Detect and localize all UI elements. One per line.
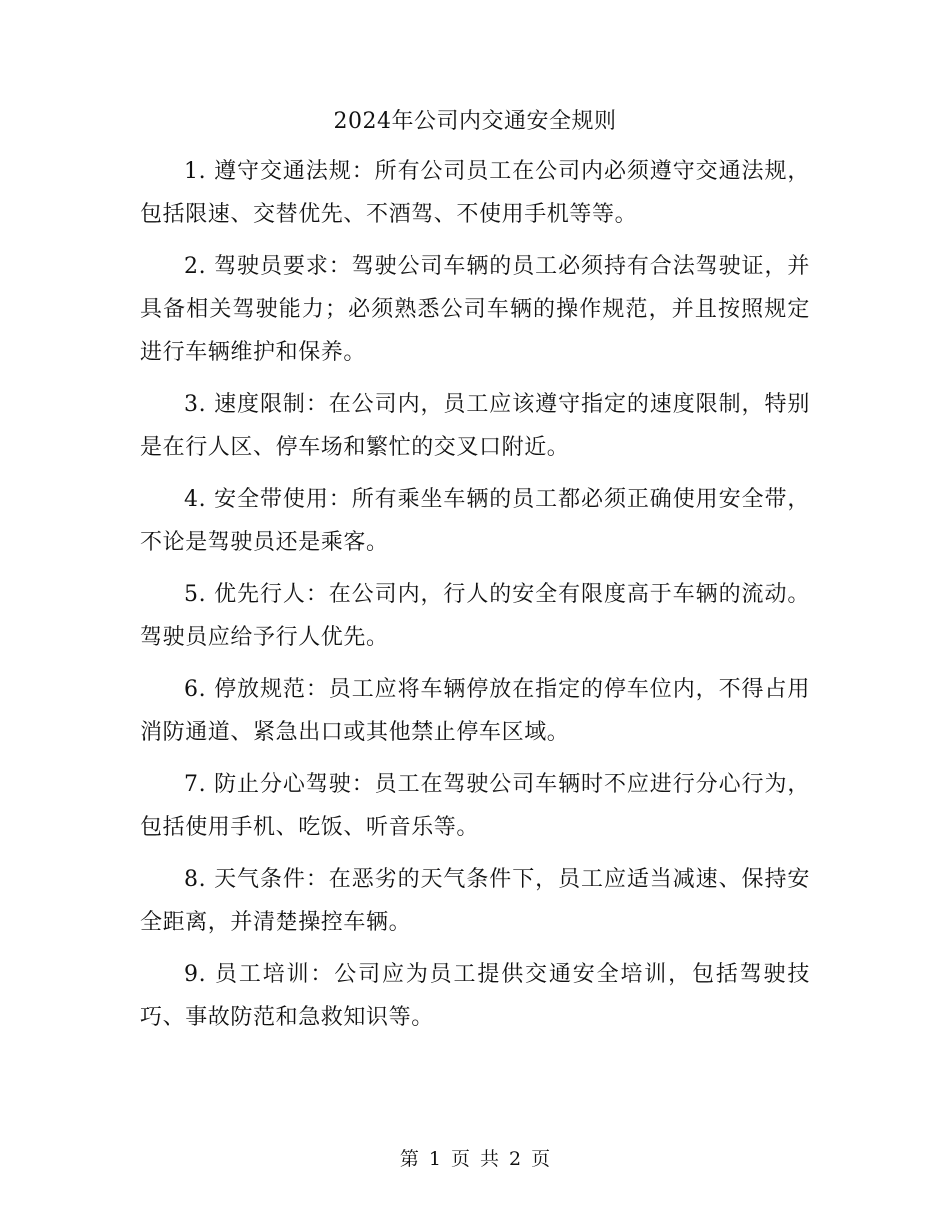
rule-paragraph: 1. 遵守交通法规：所有公司员工在公司内必须遵守交通法规，包括限速、交替优先、不酒驾、不使用手机等等。 bbox=[140, 159, 810, 227]
document-title: 2024年公司内交通安全规则 bbox=[333, 109, 617, 134]
rule-paragraph: 5. 优先行人：在公司内，行人的安全有限度高于车辆的流动。驾驶员应给予行人优先。 bbox=[140, 582, 810, 650]
document-body bbox=[140, 150, 810, 1048]
rule-paragraph: 7. 防止分心驾驶：员工在驾驶公司车辆时不应进行分心行为，包括使用手机、吃饭、听音乐等。 bbox=[140, 772, 810, 840]
rule-paragraph: 2. 驾驶员要求：驾驶公司车辆的员工必须持有合法驾驶证，并具备相关驾驶能力；必须熟悉公司车辆的操作规范，并且按照规定进行车辆维护和保养。 bbox=[140, 254, 810, 365]
rule-paragraph: 8. 天气条件：在恶劣的天气条件下，员工应适当减速、保持安全距离，并清楚操控车辆。 bbox=[140, 867, 810, 935]
rule-paragraph: 6. 停放规范：员工应将车辆停放在指定的停车位内，不得占用消防通道、紧急出口或其他禁止停车区域。 bbox=[140, 677, 810, 745]
rule-paragraph: 3. 速度限制：在公司内，员工应该遵守指定的速度限制，特别是在行人区、停车场和繁忙的交叉口附近。 bbox=[140, 392, 810, 460]
rule-paragraph: 9. 员工培训：公司应为员工提供交通安全培训，包括驾驶技巧、事故防范和急救知识等。 bbox=[140, 962, 810, 1030]
page-footer: 第 1 页 共 2 页 bbox=[399, 1148, 551, 1170]
rule-paragraph: 4. 安全带使用：所有乘坐车辆的员工都必须正确使用安全带，不论是驾驶员还是乘客。 bbox=[140, 487, 810, 555]
